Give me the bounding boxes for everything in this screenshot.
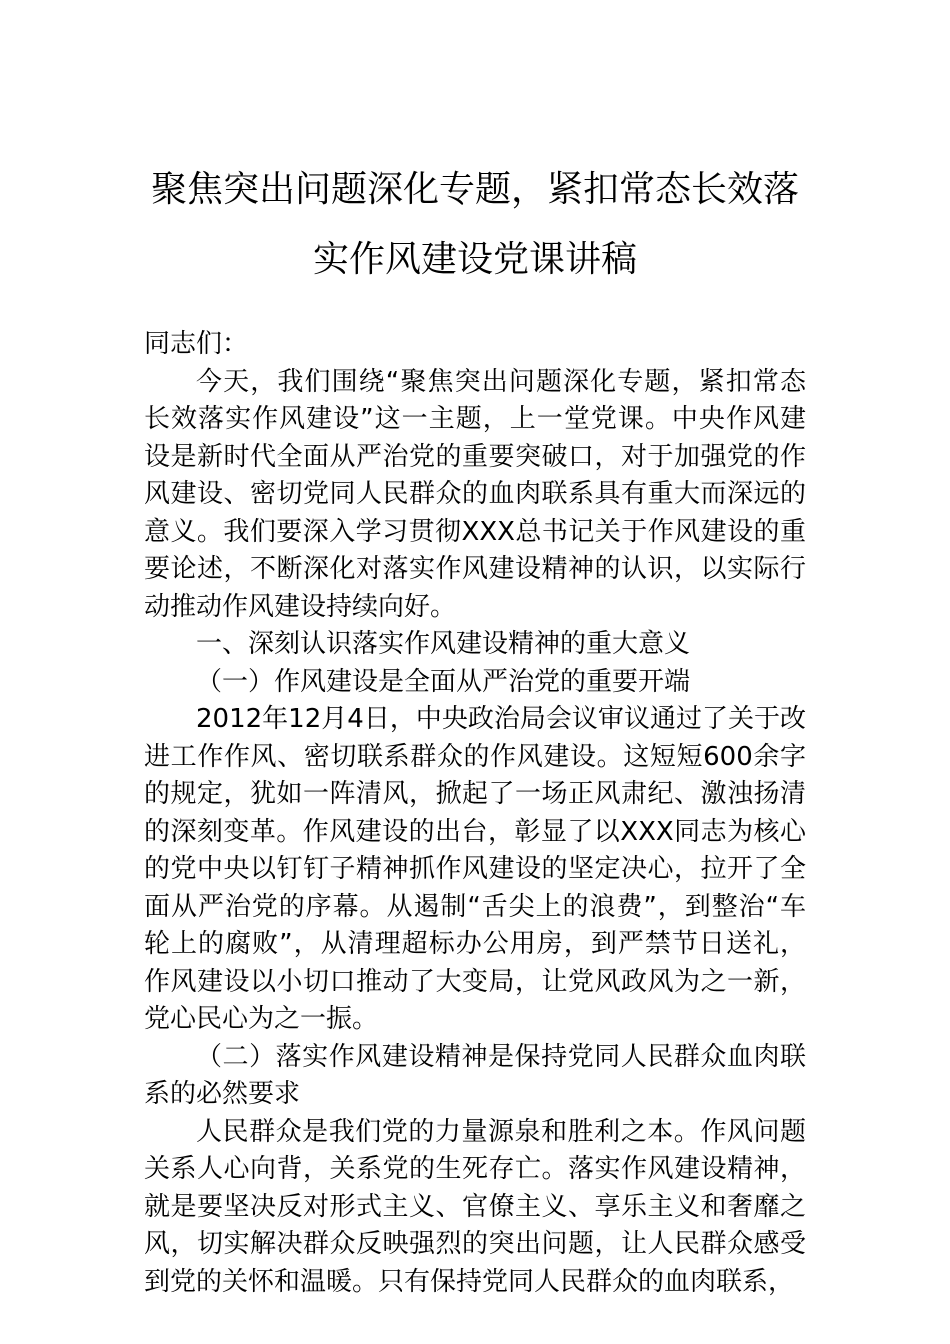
document-body <box>144 326 806 1301</box>
body-paragraph-2: 人民群众是我们党的力量源泉和胜利之本。作风问题关系人心向背，关系党的生死存亡。落实作风建设精神，就是要坚决反对形式主义、官僚主义、享乐主义和奢靡之风，切实解决群众反映强烈的突出问题，让人民群众感受到党的关怀和温暖。只有保持党同人民群众的血肉联系， <box>144 1116 806 1297</box>
subsection-heading-1: （一）作风建设是全面从严治党的重要开端 <box>196 666 691 697</box>
section-heading-1: 一、深刻认识落实作风建设精神的重大意义 <box>196 629 691 659</box>
subsection-heading-2: （二）落实作风建设精神是保持党同人民群众血肉联系的必然要求 <box>144 1041 806 1109</box>
document-title-line-1: 聚焦突出问题深化专题，紧扣常态长效落 <box>150 169 799 210</box>
intro-paragraph: 今天，我们围绕“聚焦突出问题深化专题，紧扣常态长效落实作风建设”这一主题，上一堂党课。中央作风建设是新时代全面从严治党的重要突破口，对于加强党的作风建设、密切党同人民群众的血肉联系具有重大而深远的意义。我们要深入学习贯彻XXX总书记关于作风建设的重要论述，不断深化对落实作风建设精神的认识，以实际行动推动作风建设持续向好。 <box>144 366 806 622</box>
salutation: 同志们： <box>144 329 249 359</box>
body-paragraph-1: 2012年12月4日，中央政治局会议审议通过了关于改进工作作风、密切联系群众的作风建设。这短短600余字的规定，犹如一阵清风，掀起了一场正风肃纪、激浊扬清的深刻变革。作风建设的出台，彰显了以XXX同志为核心的党中央以钉钉子精神抓作风建设的坚定决心，拉开了全面从严治党的序幕。从遏制“舌尖上的浪费”，到整治“车轮上的腐败”，从清理超标办公用房，到严禁节日送礼，作风建设以小切口推动了大变局，让党风政风为之一新，党心民心为之一振。 <box>144 704 806 1034</box>
document-title-line-2: 实作风建设党课讲稿 <box>312 239 637 280</box>
